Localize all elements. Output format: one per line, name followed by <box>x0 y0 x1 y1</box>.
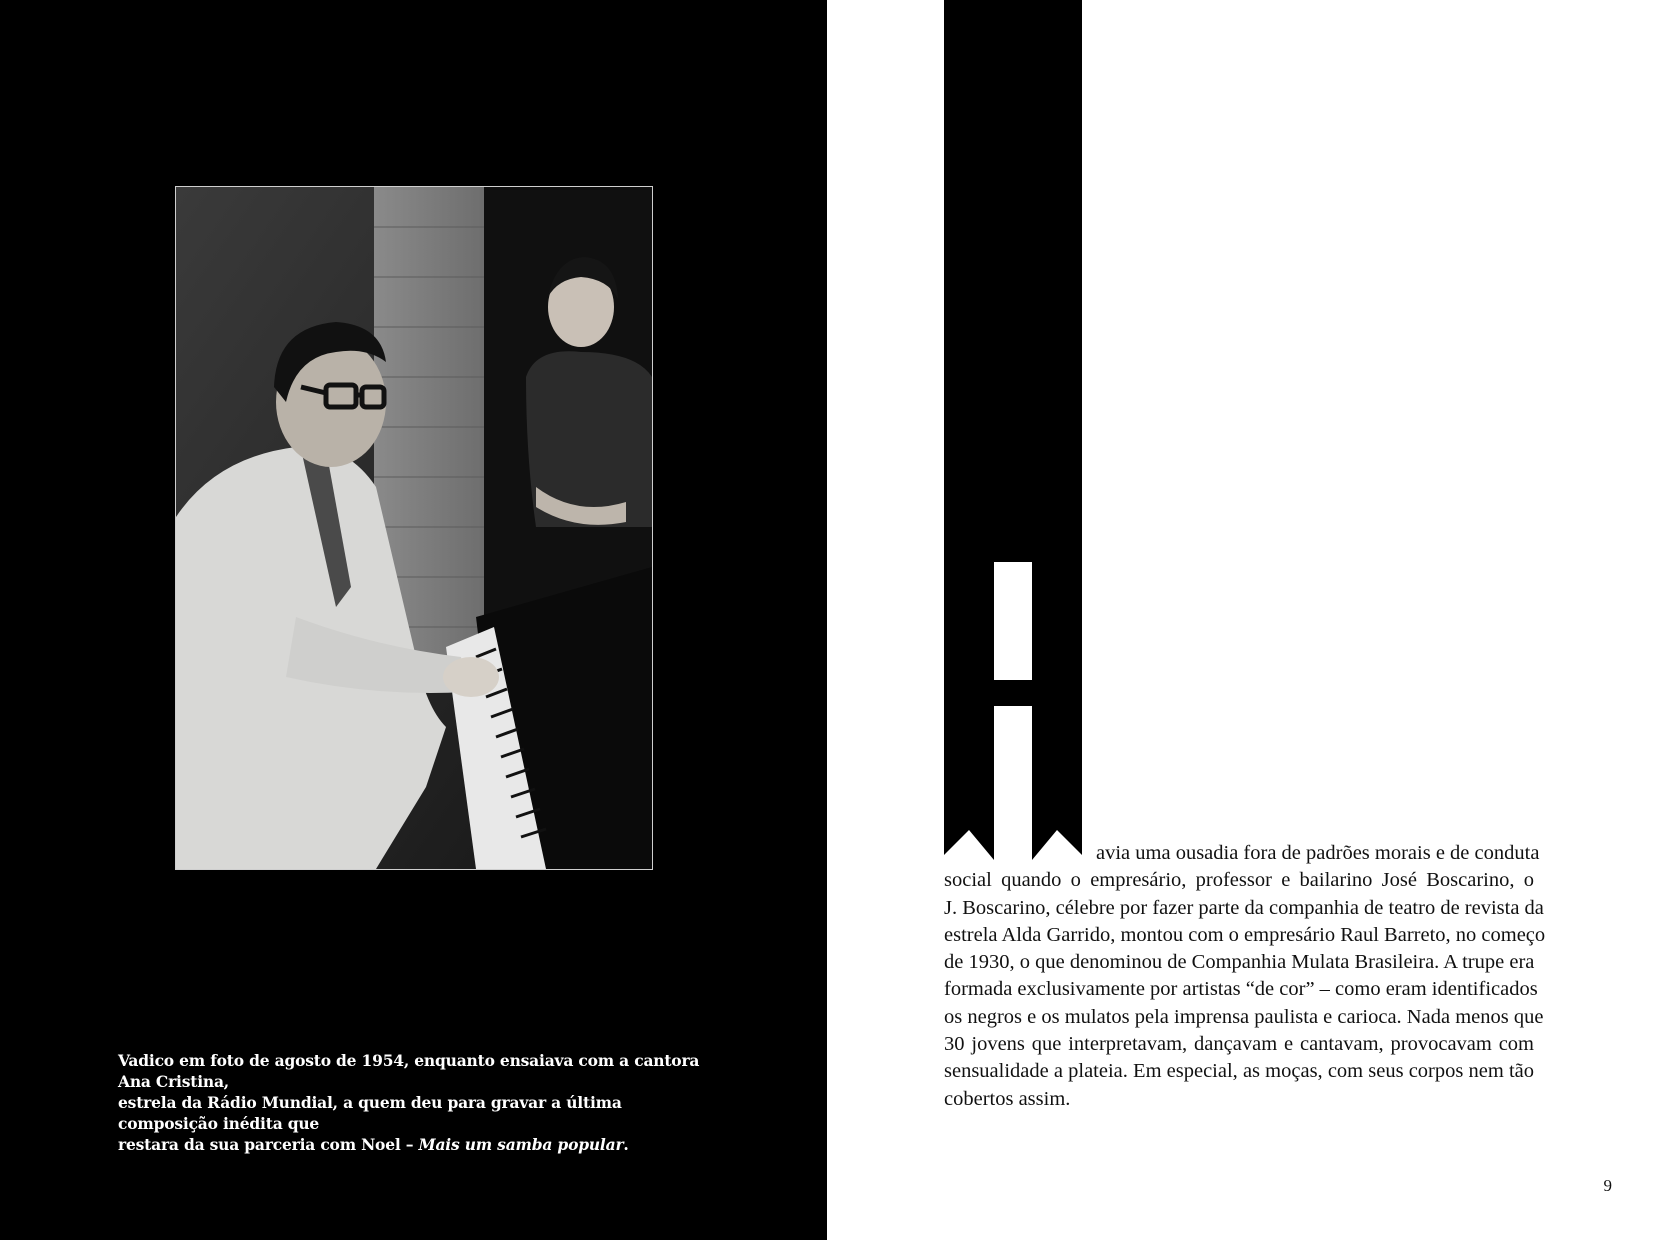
body-line-9: sensualidade a plateia. Em especial, as moças, com seus corpos nem tão <box>944 1060 1534 1083</box>
photo-vadico-piano <box>175 186 653 870</box>
caption-song-title: Mais um samba popular <box>418 1135 624 1154</box>
body-line-7: os negros e os mulatos pela imprensa paulista e carioca. Nada menos que <box>944 1005 1544 1028</box>
body-line-8: 30 jovens que interpretavam, dançavam e cantavam, provocavam com <box>944 1033 1534 1056</box>
body-line-5: de 1930, o que denominou de Companhia Mulata Brasileira. A trupe era <box>944 951 1535 974</box>
body-line-2: social quando o empresário, professor e bailarino José Boscarino, o <box>944 869 1534 892</box>
caption-line-2: estrela da Rádio Mundial, a quem deu para gravar a última composição inédita que <box>118 1093 622 1133</box>
caption-line-3-prefix: restara da sua parceria com Noel – <box>118 1135 419 1154</box>
body-line-3: J. Boscarino, célebre por fazer parte da companhia de teatro de revista da <box>944 896 1544 919</box>
dropcap-h <box>944 560 1082 860</box>
photo-illustration <box>176 187 652 869</box>
caption-line-3-suffix: . <box>623 1135 629 1154</box>
photo-caption <box>118 1050 718 1155</box>
page-number: 9 <box>1603 1176 1612 1195</box>
decorative-black-bar <box>944 0 1082 562</box>
body-line-10: cobertos assim. <box>944 1087 1071 1110</box>
body-line-1: avia uma ousadia fora de padrões morais e de conduta <box>1096 842 1540 864</box>
caption-line-1: Vadico em foto de agosto de 1954, enquanto ensaiava com a cantora Ana Cristina, <box>118 1051 700 1091</box>
body-text <box>944 840 1546 1113</box>
body-line-6: formada exclusivamente por artistas “de cor” – como eram identificados <box>944 978 1538 1001</box>
body-line-4: estrela Alda Garrido, montou com o empresário Raul Barreto, no começo <box>944 923 1546 946</box>
